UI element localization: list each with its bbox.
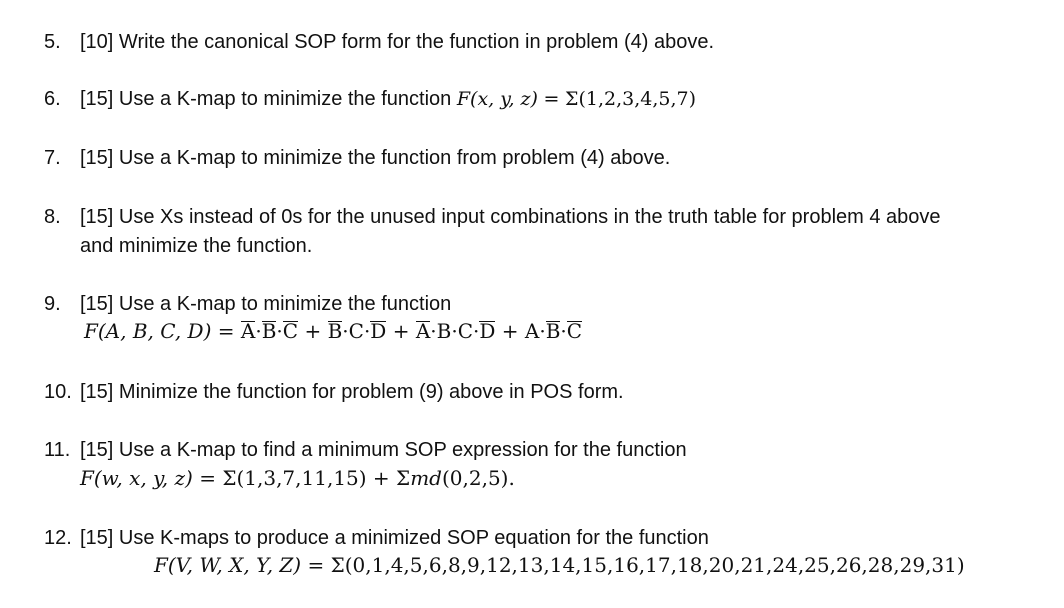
function-lhs: F(w, x, y, z) — [80, 466, 193, 490]
problem-number: 12. — [44, 527, 72, 549]
problem-number: 10. — [44, 381, 72, 403]
problem-number: 6. — [44, 88, 61, 110]
term-literal: B — [327, 319, 343, 343]
problem-text: Minimize the function for problem (9) above in POS form. — [118, 381, 624, 403]
term-literal: C — [457, 319, 474, 343]
and-operator: · — [539, 319, 546, 343]
problem-points: [10] — [80, 31, 114, 53]
term-literal: C — [566, 319, 583, 343]
problem-9-equation — [84, 318, 582, 344]
or-operator: + — [501, 319, 519, 343]
problem-text: Use a K-map to minimize the function — [118, 293, 452, 315]
or-operator: + — [392, 319, 410, 343]
equals-sign: = — [307, 553, 325, 577]
problem-text: Use a K-map to find a minimum SOP expression for the function — [118, 439, 687, 461]
problem-7 — [44, 146, 670, 170]
term-literal: D — [370, 319, 387, 343]
problem-10 — [44, 380, 624, 404]
and-operator: · — [276, 319, 283, 343]
and-operator: · — [342, 319, 349, 343]
and-operator: · — [473, 319, 480, 343]
and-operator: · — [430, 319, 437, 343]
problem-text-line2: and minimize the function. — [80, 235, 313, 257]
minterm-sum: Σ(1,2,3,4,5,7) — [565, 88, 697, 110]
minterm-sum: Σ(0,1,4,5,6,8,9,12,13,14,15,16,17,18,20,21,24,25,26,28,29,31) — [330, 553, 965, 577]
problem-11-equation — [80, 465, 515, 491]
problem-8 — [44, 205, 941, 229]
problem-text: Write the canonical SOP form for the function in problem (4) above. — [118, 31, 715, 53]
problem-number: 8. — [44, 206, 61, 228]
problem-points: [15] — [80, 293, 114, 315]
function-lhs: F(x, y, z) — [456, 88, 538, 110]
problem-text: Use K-maps to produce a minimized SOP equation for the function — [118, 527, 709, 549]
problem-points: [15] — [80, 206, 114, 228]
term-literal: C — [282, 319, 299, 343]
and-operator: · — [255, 319, 262, 343]
problem-number: 7. — [44, 147, 61, 169]
problem-text: Use a K-map to minimize the function from problem (4) above. — [118, 147, 671, 169]
problem-5 — [44, 30, 714, 54]
problem-points: [15] — [80, 88, 114, 110]
dont-care-list: (0,2,5). — [441, 466, 515, 490]
problem-11 — [44, 438, 687, 462]
problem-points: [15] — [80, 439, 114, 461]
problem-12 — [44, 526, 709, 550]
term-literal: D — [479, 319, 496, 343]
problem-text: Use a K-map to minimize the function — [118, 88, 452, 110]
or-operator: + — [304, 319, 322, 343]
problem-9 — [44, 292, 451, 316]
problem-points: [15] — [80, 527, 114, 549]
problem-number: 5. — [44, 31, 61, 53]
problem-text: Use Xs instead of 0s for the unused input combinations in the truth table for problem 4 above — [118, 206, 941, 228]
and-operator: · — [560, 319, 567, 343]
dont-care-label: md — [410, 466, 442, 490]
term-literal: B — [261, 319, 277, 343]
term-literal: C — [348, 319, 364, 343]
problem-points: [15] — [80, 381, 114, 403]
term-literal: B — [545, 319, 561, 343]
equals-sign: = — [543, 88, 560, 110]
and-operator: · — [451, 319, 458, 343]
term-literal: A — [524, 319, 540, 343]
problem-8-continued — [80, 234, 312, 258]
and-operator: · — [363, 319, 371, 343]
function-lhs: F(A, B, C, D) — [84, 319, 212, 343]
term-literal: B — [436, 319, 452, 343]
minterm-sum: Σ(1,3,7,11,15) + Σ — [222, 466, 411, 490]
equals-sign: = — [217, 319, 235, 343]
term-literal: A — [240, 319, 256, 343]
problem-6 — [44, 87, 696, 111]
term-literal: A — [415, 319, 431, 343]
equals-sign: = — [199, 466, 216, 490]
problem-number: 9. — [44, 293, 61, 315]
problem-number: 11. — [44, 439, 71, 461]
function-lhs: F(V, W, X, Y, Z) — [154, 553, 302, 577]
problem-12-equation — [154, 552, 965, 578]
problem-points: [15] — [80, 147, 114, 169]
